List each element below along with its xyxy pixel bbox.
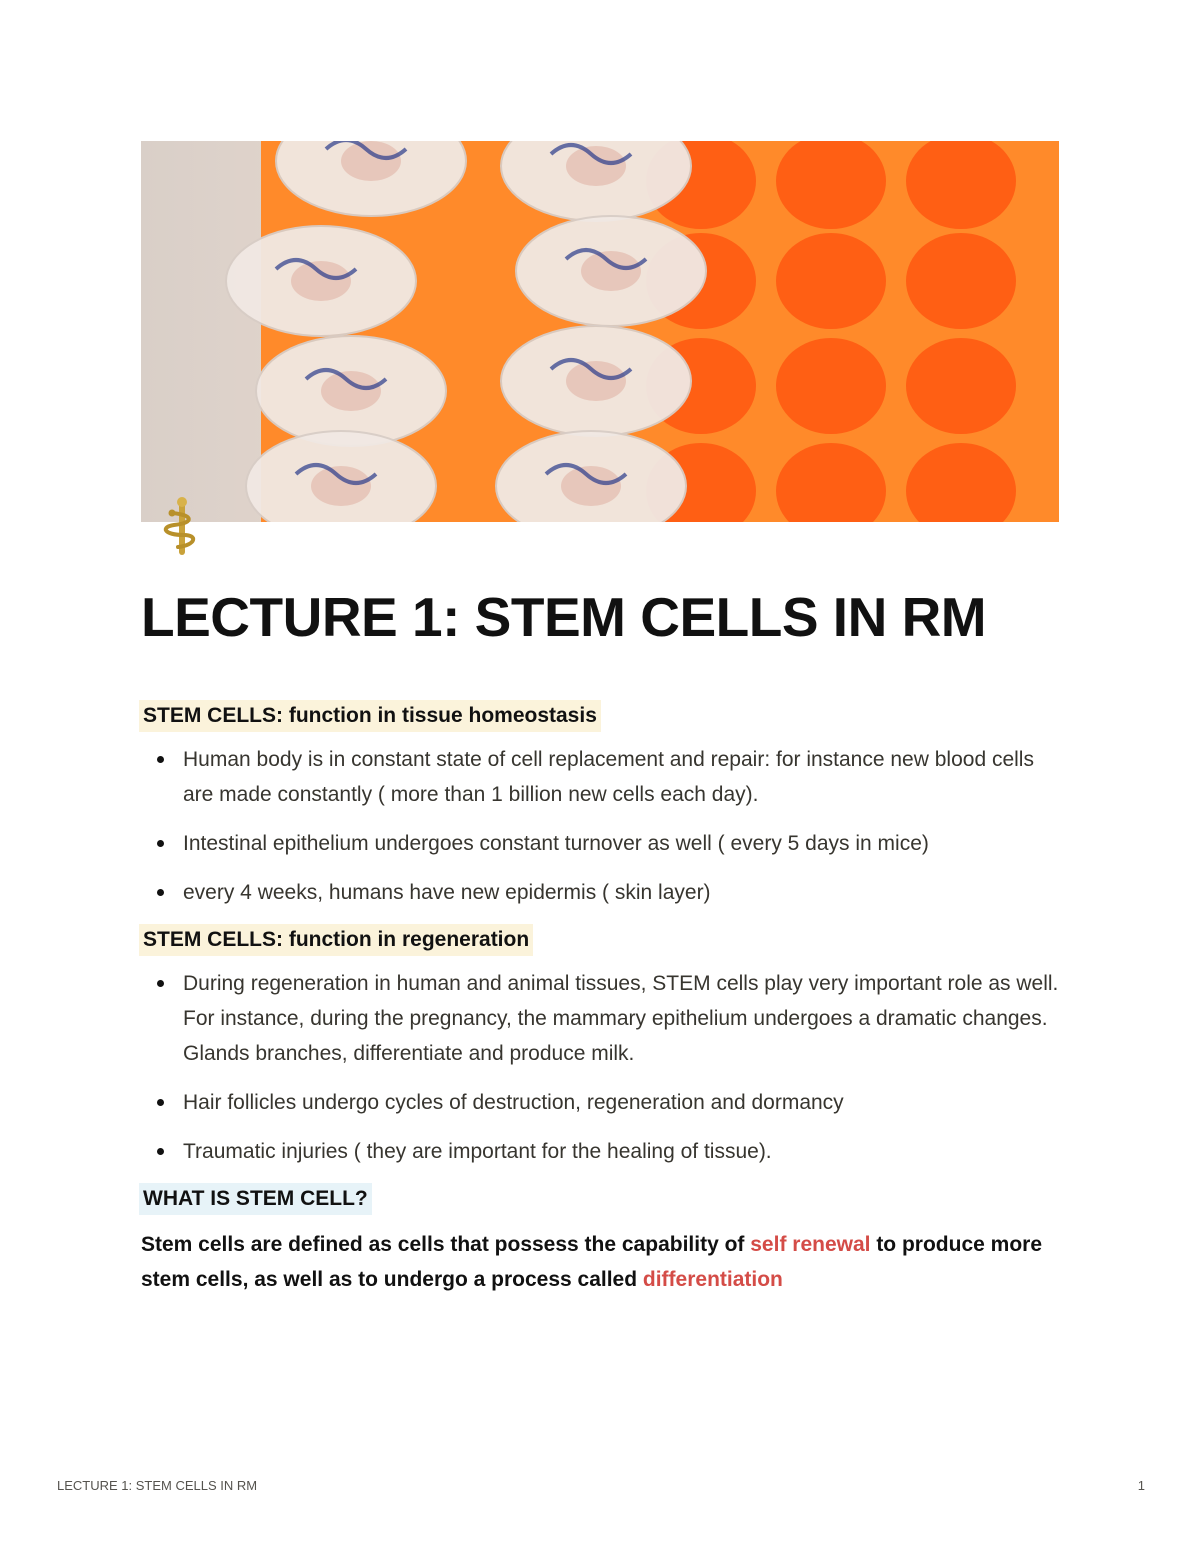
list-item: every 4 weeks, humans have new epidermis ( skin layer): [141, 875, 1059, 910]
page-content: [141, 700, 1059, 1297]
rack-hole: [906, 233, 1016, 329]
rack-hole: [776, 338, 886, 434]
section-regeneration: [141, 924, 1059, 1169]
section-what-is-stem-cell: [141, 1183, 1059, 1297]
definition-text: Stem cells are defined as cells that possess the capability of: [141, 1233, 751, 1256]
tube-cap: [226, 226, 416, 336]
footer-title: LECTURE 1: STEM CELLS IN RM: [57, 1478, 258, 1493]
tube-cap: [516, 216, 706, 326]
term-differentiation: differentiation: [642, 1268, 783, 1291]
list-item: Hair follicles undergo cycles of destruction, regeneration and dormancy: [141, 1085, 1059, 1120]
section-heading: STEM CELLS: function in tissue homeostasis: [139, 700, 601, 732]
section-heading: STEM CELLS: function in regeneration: [139, 924, 533, 956]
list-item: Human body is in constant state of cell replacement and repair: for instance new blood cells are made constantly ( more than 1 billion new cells each day).: [141, 742, 1059, 812]
list-item: Traumatic injuries ( they are important for the healing of tissue).: [141, 1134, 1059, 1169]
section-homeostasis: [141, 700, 1059, 910]
bullet-list: [141, 742, 1059, 910]
rack-hole: [906, 338, 1016, 434]
rod-of-asclepius-icon: [150, 495, 214, 559]
term-self-renewal: self renewal: [750, 1233, 871, 1256]
definition-text: to produce more stem cells, as well as to undergo a process called: [141, 1233, 1043, 1291]
list-item: During regeneration in human and animal tissues, STEM cells play very important role as well. For instance, during the pregnancy, the mammary epithelium undergoes a dramatic changes. Glands branches, differentiate and produce milk.: [141, 966, 1059, 1071]
bullet-list: [141, 966, 1059, 1169]
definition-paragraph: [141, 1227, 1059, 1297]
page-number: 1: [1137, 1478, 1145, 1493]
cover-image: [141, 141, 1059, 522]
rack-hole: [776, 233, 886, 329]
tube-cap: [256, 336, 446, 446]
list-item: Intestinal epithelium undergoes constant turnover as well ( every 5 days in mice): [141, 826, 1059, 861]
tube-cap: [501, 326, 691, 436]
page-title: LECTURE 1: STEM CELLS IN RM: [141, 586, 987, 648]
section-heading: WHAT IS STEM CELL?: [139, 1183, 372, 1215]
lab-photo-cover-image: [141, 141, 1059, 522]
